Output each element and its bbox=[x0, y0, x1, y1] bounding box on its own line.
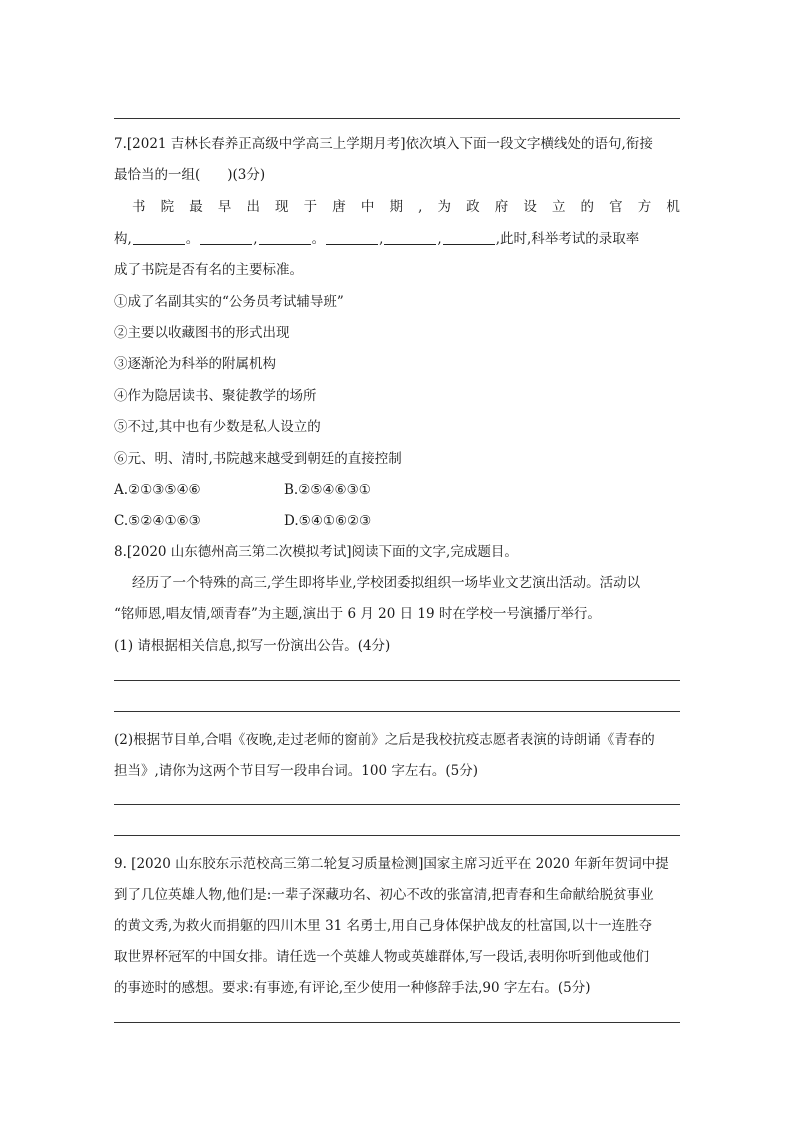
answer-blank bbox=[326, 230, 378, 245]
answer-line[interactable] bbox=[114, 1022, 680, 1023]
q8-passage-line2: “铭师恩,唱友情,颂青春”为主题,演出于 6 月 20 日 19 时在学校一号演播厅举行。 bbox=[114, 606, 601, 622]
q7-passage-char: 设 bbox=[523, 199, 537, 215]
q7-passage-char: 府 bbox=[494, 199, 509, 215]
answer-blank bbox=[200, 230, 252, 245]
q8-passage-line1: 经历了一个特殊的高三,学生即将毕业,学校团委拟组织一场毕业文艺演出活动。活动以 bbox=[132, 575, 641, 591]
q7-passage-char: 的 bbox=[580, 199, 595, 215]
q7-sep: 。 bbox=[311, 231, 326, 247]
q7-header-line1: 7.[2021 吉林长春养正高级中学高三上学期月考]依次填入下面一段文字横线处的语句,衔接 bbox=[114, 136, 653, 152]
q7-passage-char: 方 bbox=[637, 199, 652, 215]
q7-header-line2: 最恰当的一组( )(3分) bbox=[114, 167, 266, 183]
q7-passage-char: 最 bbox=[189, 199, 203, 215]
q7-passage-char: 现 bbox=[275, 199, 289, 215]
q7-passage-char: 书 bbox=[132, 199, 146, 215]
q7-item: ⑥元、明、清时,书院越来越受到朝廷的直接控制 bbox=[114, 451, 402, 467]
q7-item: ①成了名副其实的“公务员考试辅导班” bbox=[114, 294, 344, 310]
q7-passage-char: 政 bbox=[466, 199, 480, 215]
q9-line2: 到了几位英雄人物,他们是:一辈子深藏功名、初心不改的张富清,把青春和生命献给脱贫事业 bbox=[114, 887, 654, 903]
q7-passage-start: 构, bbox=[114, 231, 132, 247]
q9-line3: 的黄文秀,为救火而捐躯的四川木里 31 名勇士,用自己身体保护战友的杜富国,以十一连胜夺 bbox=[114, 918, 653, 934]
q7-passage-char: 出 bbox=[246, 199, 260, 215]
top-rule bbox=[114, 118, 680, 119]
q7-passage-char: 为 bbox=[437, 199, 451, 215]
answer-blank bbox=[443, 230, 495, 245]
q7-passage-char: 院 bbox=[160, 199, 175, 215]
q7-item: ②主要以收藏图书的形式出现 bbox=[114, 325, 290, 341]
q7-passage-char: 于 bbox=[303, 199, 318, 215]
q7-passage-char: 立 bbox=[551, 199, 566, 215]
answer-line[interactable] bbox=[114, 711, 680, 712]
q8-header: 8.[2020 山东德州高三第二次模拟考试]阅读下面的文字,完成题目。 bbox=[114, 544, 518, 560]
answer-line[interactable] bbox=[114, 804, 680, 805]
q7-sep: 。 bbox=[185, 231, 200, 247]
q7-passage-end: ,此时,科举考试的录取率 bbox=[495, 231, 640, 247]
answer-line[interactable] bbox=[114, 835, 680, 836]
q7-passage-char: 官 bbox=[609, 199, 623, 215]
q7-passage-char: 机 bbox=[666, 199, 680, 215]
q7-passage-line3: 成了书院是否有名的主要标准。 bbox=[114, 262, 303, 278]
answer-blank bbox=[259, 230, 311, 245]
q9-line1: 9. [2020 山东胶东示范校高三第二轮复习质量检测]国家主席习近平在 2020 年新年贺词中提 bbox=[114, 856, 669, 872]
q7-option-b[interactable]: B.②⑤④⑥③① bbox=[284, 482, 371, 498]
q8-sub1-prompt: (1) 请根据相关信息,拟写一份演出公告。(4分) bbox=[114, 638, 391, 654]
q7-sep: , bbox=[253, 231, 258, 247]
q7-option-d[interactable]: D.⑤④①⑥②③ bbox=[284, 513, 372, 529]
q8-sub2-line2: 担当》,请你为这两个节目写一段串台词。100 字左右。(5分) bbox=[114, 763, 478, 779]
q7-passage-char: 期 bbox=[389, 199, 403, 215]
q8-sub2-line1: (2)根据节目单,合唱《夜晚,走过老师的窗前》之后是我校抗疫志愿者表演的诗朗诵《青春的 bbox=[114, 732, 655, 748]
q7-sep: , bbox=[437, 231, 442, 247]
answer-blank bbox=[133, 230, 185, 245]
q7-item: ④作为隐居读书、聚徒教学的场所 bbox=[114, 388, 317, 404]
q9-line4: 取世界杯冠军的中国女排。请任选一个英雄人物或英雄群体,写一段话,表明你听到他或他们 bbox=[114, 949, 650, 965]
q7-passage-char: 中 bbox=[360, 199, 375, 215]
q7-option-a[interactable]: A.②①③⑤④⑥ bbox=[114, 482, 201, 498]
q7-option-c[interactable]: C.⑤②④①⑥③ bbox=[114, 513, 201, 529]
q7-passage-char: , bbox=[418, 199, 423, 215]
q7-passage-char: 唐 bbox=[332, 199, 346, 215]
q7-passage-char: 早 bbox=[217, 199, 232, 215]
q7-item: ⑤不过,其中也有少数是私人设立的 bbox=[114, 419, 321, 435]
q7-sep: , bbox=[379, 231, 384, 247]
q9-line5: 的事迹时的感想。要求:有事迹,有评论,至少使用一种修辞手法,90 字左右。(5分) bbox=[114, 980, 591, 996]
q7-item: ③逐渐沦为科举的附属机构 bbox=[114, 356, 276, 372]
answer-line[interactable] bbox=[114, 680, 680, 681]
q7-passage-line2 bbox=[114, 229, 680, 249]
answer-blank bbox=[384, 230, 436, 245]
q7-passage-line1 bbox=[132, 197, 680, 217]
